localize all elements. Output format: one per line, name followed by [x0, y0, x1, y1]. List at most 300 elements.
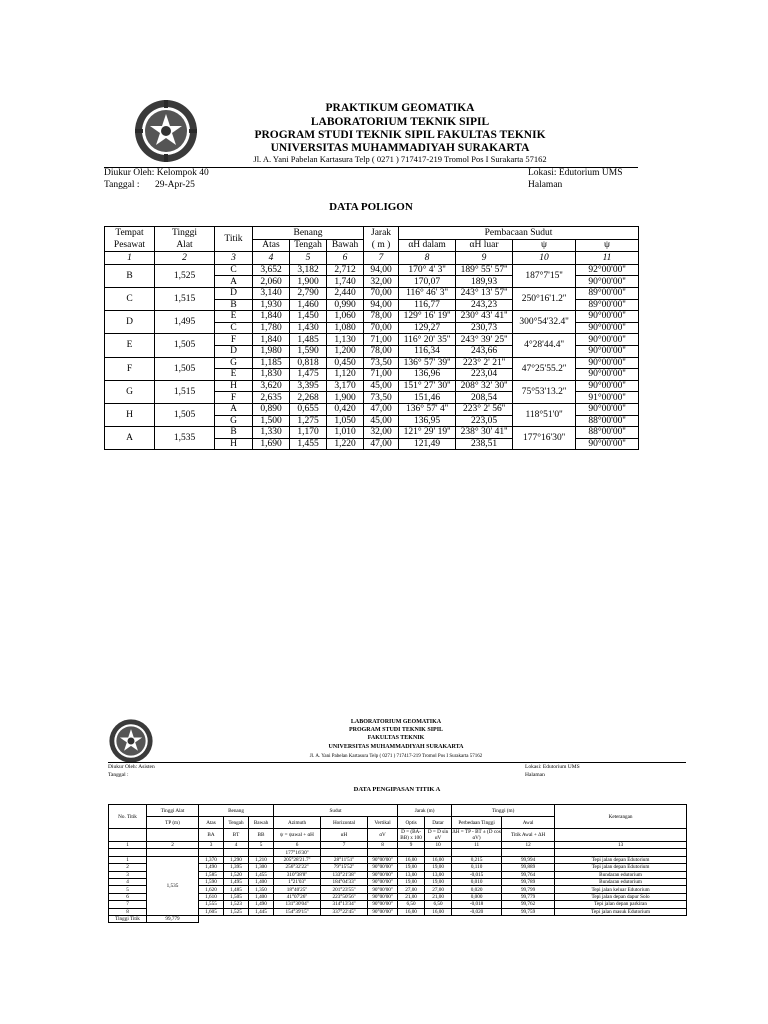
azimuth-value: 1°21'03'' [274, 878, 321, 885]
optis-value: 16,00 [398, 908, 425, 915]
col-number: 10 [513, 252, 576, 265]
page-label: Halaman [528, 180, 563, 190]
header-line-2: LABORATORIUM TEKNIK SIPIL [310, 116, 490, 128]
azimuth-awal-blank [249, 849, 274, 856]
thread-middle: 2,268 [290, 392, 327, 404]
height-value: 99,762 [502, 901, 555, 908]
col2-number: 13 [555, 842, 687, 849]
col2-datar: Datar [425, 817, 452, 829]
header2-line-3: FAKULTAS TEKNIK [367, 735, 425, 741]
col-pembacaan-sudut: Pembacaan Sudut [399, 227, 639, 240]
thread-middle: 1,460 [290, 299, 327, 311]
thread-bottom: 1,010 [327, 427, 364, 439]
header-line-1: PRAKTIKUM GEOMATIKA [325, 102, 475, 114]
height-diff-value: -0,020 [452, 908, 502, 915]
angle-inner: 151,46 [399, 392, 456, 404]
vertical-value: 90°00'00'' [368, 893, 398, 900]
target-point: F [215, 392, 253, 404]
instrument-height: 1,515 [155, 380, 215, 403]
psi-value: 118°51'0'' [513, 403, 576, 426]
psi-value: 300°54'32.4'' [513, 311, 576, 334]
col2-number: 4 [224, 842, 249, 849]
col-number: 5 [290, 252, 327, 265]
col-psi-2: ψ [576, 239, 639, 252]
thread-top: 1,690 [253, 438, 290, 450]
height-value: 99,789 [502, 878, 555, 885]
bb-value: 1,350 [249, 886, 274, 893]
instrument-height: 1,525 [155, 264, 215, 287]
vertical-value: 90°00'00'' [368, 886, 398, 893]
azimuth-value: 205°28'21.7'' [274, 856, 321, 863]
station-name: H [105, 403, 155, 426]
angle-inner: 121,49 [399, 438, 456, 450]
remark-value: Tepi jalan depan Edutorium [555, 856, 687, 863]
horizontal-value: 184°04'33'' [321, 878, 368, 885]
col2-bt: BT [224, 829, 249, 842]
distance: 71,00 [364, 334, 399, 346]
thread-middle: 2,790 [290, 287, 327, 299]
thread-bottom: 1,050 [327, 415, 364, 427]
psi2-value: 90°00'00'' [576, 369, 639, 381]
col2-tinggi: Tinggi (m) [452, 805, 555, 817]
horizontal-value: 201°23'55'' [321, 886, 368, 893]
vertical-value: 90°00'00'' [368, 878, 398, 885]
distance: 47,00 [364, 438, 399, 450]
col-alat: Alat [155, 239, 215, 252]
fan-row [109, 856, 687, 863]
col2-number: 11 [452, 842, 502, 849]
azimuth-value: 41°07'26'' [274, 893, 321, 900]
col-tempat: Tempat [105, 227, 155, 240]
azimuth-awal-blank [555, 849, 687, 856]
angle-inner: 116° 20' 35'' [399, 334, 456, 346]
col2-number: 1 [109, 842, 147, 849]
col-number: 9 [456, 252, 513, 265]
bt-value: 1,395 [224, 864, 249, 871]
station-row [105, 380, 639, 392]
table2-title: DATA PENGIPASAN TITIK A [353, 786, 441, 793]
col2-number: 10 [425, 842, 452, 849]
azimuth-awal-blank [452, 849, 502, 856]
height-value: 99,994 [502, 856, 555, 863]
vertical-value: 90°00'00'' [368, 856, 398, 863]
thread-top: 3,652 [253, 264, 290, 276]
thread-middle: 1,475 [290, 369, 327, 381]
col2-sudut: Sudut [274, 805, 398, 817]
angle-outer: 230° 43' 41'' [456, 311, 513, 323]
azimuth-value: 256°32'22'' [274, 864, 321, 871]
instrument-height: 1,515 [155, 287, 215, 310]
col-number: 11 [576, 252, 639, 265]
psi2-value: 90°00'00'' [576, 322, 639, 334]
instrument-height: 1,505 [155, 403, 215, 426]
col2-blank [109, 829, 147, 842]
angle-outer: 238,51 [456, 438, 513, 450]
station-name: A [105, 427, 155, 450]
fan-survey-table [108, 804, 687, 923]
date-value: 29-Apr-25 [155, 180, 195, 190]
angle-inner: 121° 29' 19'' [399, 427, 456, 439]
datar-value: 16,00 [425, 856, 452, 863]
angle-outer: 223,04 [456, 369, 513, 381]
col-psi: ψ [513, 239, 576, 252]
psi2-value: 90°00'00'' [576, 380, 639, 392]
psi2-value: 90°00'00'' [576, 345, 639, 357]
col2-datar-formula: D = D sin αV [425, 829, 452, 842]
ba-value: 1,555 [199, 901, 224, 908]
col2-tp: TP (m) [147, 817, 199, 829]
bt-value: 1,485 [224, 886, 249, 893]
optis-value: 27,00 [398, 886, 425, 893]
col-jarak-unit: ( m ) [364, 239, 399, 252]
distance: 70,00 [364, 322, 399, 334]
horizontal-value: 223°50'56'' [321, 893, 368, 900]
thread-middle: 3,395 [290, 380, 327, 392]
thread-bottom: 2,440 [327, 287, 364, 299]
horizontal-value: 28°11'51'' [321, 856, 368, 863]
col2-number: 7 [321, 842, 368, 849]
bt-value: 1,525 [224, 908, 249, 915]
thread-bottom: 1,060 [327, 311, 364, 323]
station-row [105, 287, 639, 299]
footer-label: Tinggi Titik [109, 915, 147, 922]
footer-value: 99,779 [147, 915, 199, 922]
distance: 73,50 [364, 357, 399, 369]
vertical-value: 90°00'00'' [368, 901, 398, 908]
bb-value: 1,445 [249, 908, 274, 915]
bt-value: 1,495 [224, 878, 249, 885]
thread-middle: 1,900 [290, 276, 327, 288]
station-row [105, 264, 639, 276]
angle-inner: 129,27 [399, 322, 456, 334]
azimuth-value: 18°40'25'' [274, 886, 321, 893]
angle-outer: 230,73 [456, 322, 513, 334]
ba-value: 1,490 [199, 864, 224, 871]
datar-value: 21,00 [425, 893, 452, 900]
thread-middle: 0,655 [290, 403, 327, 415]
psi-value: 187°7'15'' [513, 264, 576, 287]
psi-value: 177°16'30'' [513, 427, 576, 450]
location-2: Lokasi: Edutorium UMS [525, 764, 580, 770]
thread-top: 2,635 [253, 392, 290, 404]
remark-value: Tepi jalan masuk Edutorium [555, 908, 687, 915]
instrument-height: 1,505 [155, 334, 215, 357]
distance: 45,00 [364, 380, 399, 392]
col2-tengah: Tengah [224, 817, 249, 829]
angle-outer: 243,66 [456, 345, 513, 357]
station-name: G [105, 380, 155, 403]
height-diff-value: -0,015 [452, 871, 502, 878]
angle-outer: 223° 2' 56'' [456, 403, 513, 415]
azimuth-awal-blank [368, 849, 398, 856]
instrument-height: 1,535 [155, 427, 215, 450]
point-number: 2 [109, 864, 147, 871]
azimuth-awal-blank [502, 849, 555, 856]
psi2-value: 89°00'00'' [576, 299, 639, 311]
col2-atas: Atas [199, 817, 224, 829]
footer-row [109, 915, 687, 922]
bt-value: 1,505 [224, 893, 249, 900]
bb-value: 1,210 [249, 856, 274, 863]
col2-bb: BB [249, 829, 274, 842]
horizontal-value: 133°21'38'' [321, 871, 368, 878]
target-point: F [215, 334, 253, 346]
azimuth-awal-blank [425, 849, 452, 856]
psi-value: 47°25'55.2'' [513, 357, 576, 380]
target-point: G [215, 415, 253, 427]
psi2-value: 90°00'00'' [576, 438, 639, 450]
height-diff-value: 0,110 [452, 864, 502, 871]
angle-inner: 116,34 [399, 345, 456, 357]
azimuth-awal-blank [147, 849, 199, 856]
distance: 78,00 [364, 311, 399, 323]
target-point: E [215, 369, 253, 381]
col2-number: 12 [502, 842, 555, 849]
station-name: F [105, 357, 155, 380]
target-point: D [215, 345, 253, 357]
psi-value: 75°53'13.2'' [513, 380, 576, 403]
psi2-value: 88°00'00'' [576, 415, 639, 427]
angle-outer: 208° 32' 30'' [456, 380, 513, 392]
header2-address: Jl. A. Yani Pabelan Kartasura Telp ( 0271 ) 717417-219 Tromol Pos I Surakarta 57162 [309, 754, 483, 759]
thread-middle: 1,450 [290, 311, 327, 323]
distance: 32,00 [364, 427, 399, 439]
psi2-value: 90°00'00'' [576, 357, 639, 369]
station-name: D [105, 311, 155, 334]
col-number: 2 [155, 252, 215, 265]
angle-outer: 223,05 [456, 415, 513, 427]
col2-beda-formula: ΔH = TP - BT ± (D cos αV) [452, 829, 501, 841]
azimuth-awal-blank [224, 849, 249, 856]
col2-optis-formula: D = (BA-BB) x 100 [398, 829, 425, 842]
angle-outer: 243,23 [456, 299, 513, 311]
thread-middle: 0,818 [290, 357, 327, 369]
col2-number: 6 [274, 842, 321, 849]
col-titik: Titik [215, 227, 253, 252]
bt-value: 1,290 [224, 856, 249, 863]
point-number: 5 [109, 886, 147, 893]
height-value: 99,779 [502, 893, 555, 900]
angle-outer: 238° 30' 41'' [456, 427, 513, 439]
col-number: 7 [364, 252, 399, 265]
height-diff-value: 0,010 [452, 878, 502, 885]
azimuth-value: 131°30'04'' [274, 901, 321, 908]
height-value: 99,764 [502, 871, 555, 878]
remark-value: Tepi jalan depan Edutorium [555, 864, 687, 871]
point-number: 6 [109, 893, 147, 900]
thread-bottom: 1,740 [327, 276, 364, 288]
angle-outer: 208,54 [456, 392, 513, 404]
thread-bottom: 0,990 [327, 299, 364, 311]
header-address: Jl. A. Yani Pabelan Kartasura Telp ( 0271 ) 717417-219 Tromol Pos I Surakarta 57162 [253, 154, 547, 164]
thread-middle: 1,590 [290, 345, 327, 357]
angle-inner: 170,07 [399, 276, 456, 288]
distance: 32,00 [364, 276, 399, 288]
azimuth-awal-blank [321, 849, 368, 856]
target-point: H [215, 380, 253, 392]
psi2-value: 88°00'00'' [576, 427, 639, 439]
datar-value: 27,00 [425, 886, 452, 893]
thread-bottom: 1,080 [327, 322, 364, 334]
psi2-value: 90°00'00'' [576, 311, 639, 323]
psi2-value: 89°00'00'' [576, 287, 639, 299]
angle-inner: 136,95 [399, 415, 456, 427]
thread-top: 1,930 [253, 299, 290, 311]
remark-value: Bundaran edutorium [555, 871, 687, 878]
header2-line-2: PROGRAM STUDI TEKNIK SIPIL [348, 727, 444, 733]
angle-outer: 189° 55' 57'' [456, 264, 513, 276]
station-name: B [105, 264, 155, 287]
distance: 94,00 [364, 264, 399, 276]
azimuth-value: 154°39'15'' [274, 908, 321, 915]
height-diff-value: 0,215 [452, 856, 502, 863]
psi-value: 4°28'44.4'' [513, 334, 576, 357]
col2-optis: Optis [398, 817, 425, 829]
col-number: 4 [253, 252, 290, 265]
col2-awal: Awal [502, 817, 555, 829]
station-row [105, 403, 639, 415]
col2-no-titik: No. Titik [109, 805, 147, 829]
thread-middle: 1,455 [290, 438, 327, 450]
bb-value: 1,400 [249, 878, 274, 885]
page-label-2: Halaman [525, 772, 545, 778]
thread-top: 1,185 [253, 357, 290, 369]
remark-value: Bundaran edutorium [555, 878, 687, 885]
col2-number: 9 [398, 842, 425, 849]
target-point: G [215, 357, 253, 369]
height-diff-value: -0,018 [452, 901, 502, 908]
date-label: Tanggal : [104, 180, 140, 190]
col-ah-dalam: αH dalam [399, 239, 456, 252]
height-diff-value: 0,000 [452, 893, 502, 900]
vertical-value: 90°00'00'' [368, 908, 398, 915]
instrument-height: 1,495 [155, 311, 215, 334]
azimuth-awal-blank [398, 849, 425, 856]
thread-top: 1,500 [253, 415, 290, 427]
ba-value: 1,585 [199, 871, 224, 878]
col2-ba: BA [199, 829, 224, 842]
thread-top: 1,780 [253, 322, 290, 334]
azimuth-awal-blank [109, 849, 147, 856]
point-number: 3 [109, 871, 147, 878]
angle-outer: 223° 2' 21'' [456, 357, 513, 369]
thread-top: 1,840 [253, 311, 290, 323]
distance: 78,00 [364, 345, 399, 357]
vertical-value: 90°00'00'' [368, 864, 398, 871]
station-row [105, 311, 639, 323]
col-pesawat: Pesawat [105, 239, 155, 252]
psi2-value: 92°00'00'' [576, 264, 639, 276]
date-label-2: Tanggal : [108, 772, 129, 778]
thread-bottom: 1,900 [327, 392, 364, 404]
optis-value: 13,00 [398, 871, 425, 878]
angle-outer: 189,93 [456, 276, 513, 288]
thread-top: 2,060 [253, 276, 290, 288]
measured-by-2: Diukur Oleh: Asisten [108, 764, 155, 770]
thread-middle: 1,275 [290, 415, 327, 427]
header2-divider [108, 762, 686, 763]
col2-number: 3 [199, 842, 224, 849]
thread-bottom: 0,420 [327, 403, 364, 415]
bb-value: 1,455 [249, 871, 274, 878]
measured-by: Diukur Oleh: Kelompok 40 [104, 168, 209, 178]
remark-value: Tepi jalan keluar Edutorium [555, 886, 687, 893]
angle-inner: 129° 16' 19'' [399, 311, 456, 323]
height-diff-value: 0,020 [452, 886, 502, 893]
header2-line-1: LABORATORIUM GEOMATIKA [350, 719, 442, 725]
optis-value: 16,00 [398, 856, 425, 863]
angle-inner: 136° 57' 4'' [399, 403, 456, 415]
thread-top: 3,140 [253, 287, 290, 299]
station-name: C [105, 287, 155, 310]
thread-top: 0,890 [253, 403, 290, 415]
thread-middle: 3,182 [290, 264, 327, 276]
distance: 70,00 [364, 287, 399, 299]
height-value: 99,759 [502, 908, 555, 915]
angle-outer: 243° 39' 25'' [456, 334, 513, 346]
optis-value: 19,00 [398, 878, 425, 885]
col2-azimuth: Azimuth [274, 817, 321, 829]
ums-seal-logo [133, 98, 199, 164]
thread-middle: 1,170 [290, 427, 327, 439]
horizontal-value: 79°15'52'' [321, 864, 368, 871]
target-point: B [215, 427, 253, 439]
thread-top: 3,620 [253, 380, 290, 392]
thread-bottom: 0,450 [327, 357, 364, 369]
angle-inner: 136,96 [399, 369, 456, 381]
col-bawah: Bawah [327, 239, 364, 252]
optis-value: 6,50 [398, 901, 425, 908]
thread-top: 1,330 [253, 427, 290, 439]
col-number: 3 [215, 252, 253, 265]
point-number: 7 [109, 901, 147, 908]
distance: 47,00 [364, 403, 399, 415]
angle-inner: 136° 57' 39'' [399, 357, 456, 369]
thread-bottom: 1,220 [327, 438, 364, 450]
optis-value: 19,00 [398, 864, 425, 871]
point-number: 1 [109, 856, 147, 863]
thread-bottom: 2,712 [327, 264, 364, 276]
col-tinggi: Tinggi [155, 227, 215, 240]
bb-value: 1,490 [249, 901, 274, 908]
distance: 71,00 [364, 369, 399, 381]
header2-line-4: UNIVERSITAS MUHAMMADIYAH SURAKARTA [328, 744, 464, 750]
target-point: B [215, 299, 253, 311]
distance: 94,00 [364, 299, 399, 311]
ba-value: 1,605 [199, 908, 224, 915]
remark-value: Tepi jalan depan dapur Solo [555, 893, 687, 900]
header-line-4: UNIVERSITAS MUHAMMADIYAH SURAKARTA [270, 142, 530, 154]
horizontal-value: 314°13'34'' [321, 901, 368, 908]
target-point: D [215, 287, 253, 299]
vertical-value: 90°00'00'' [368, 871, 398, 878]
col-benang: Benang [253, 227, 364, 240]
tp-value: 1,535 [147, 856, 199, 915]
col2-benang: Benang [199, 805, 274, 817]
thread-bottom: 3,170 [327, 380, 364, 392]
ba-value: 1,610 [199, 893, 224, 900]
col-number: 8 [399, 252, 456, 265]
thread-middle: 1,430 [290, 322, 327, 334]
instrument-height: 1,505 [155, 357, 215, 380]
col2-psi-formula: ψ = ψawal + αH [274, 829, 321, 842]
remark-value: Tepi jalan depan parkiran [555, 901, 687, 908]
col-tengah: Tengah [290, 239, 327, 252]
col2-horizontal: Horizontal [321, 817, 368, 829]
thread-bottom: 1,120 [327, 369, 364, 381]
col2-blank [555, 829, 687, 842]
target-point: C [215, 322, 253, 334]
